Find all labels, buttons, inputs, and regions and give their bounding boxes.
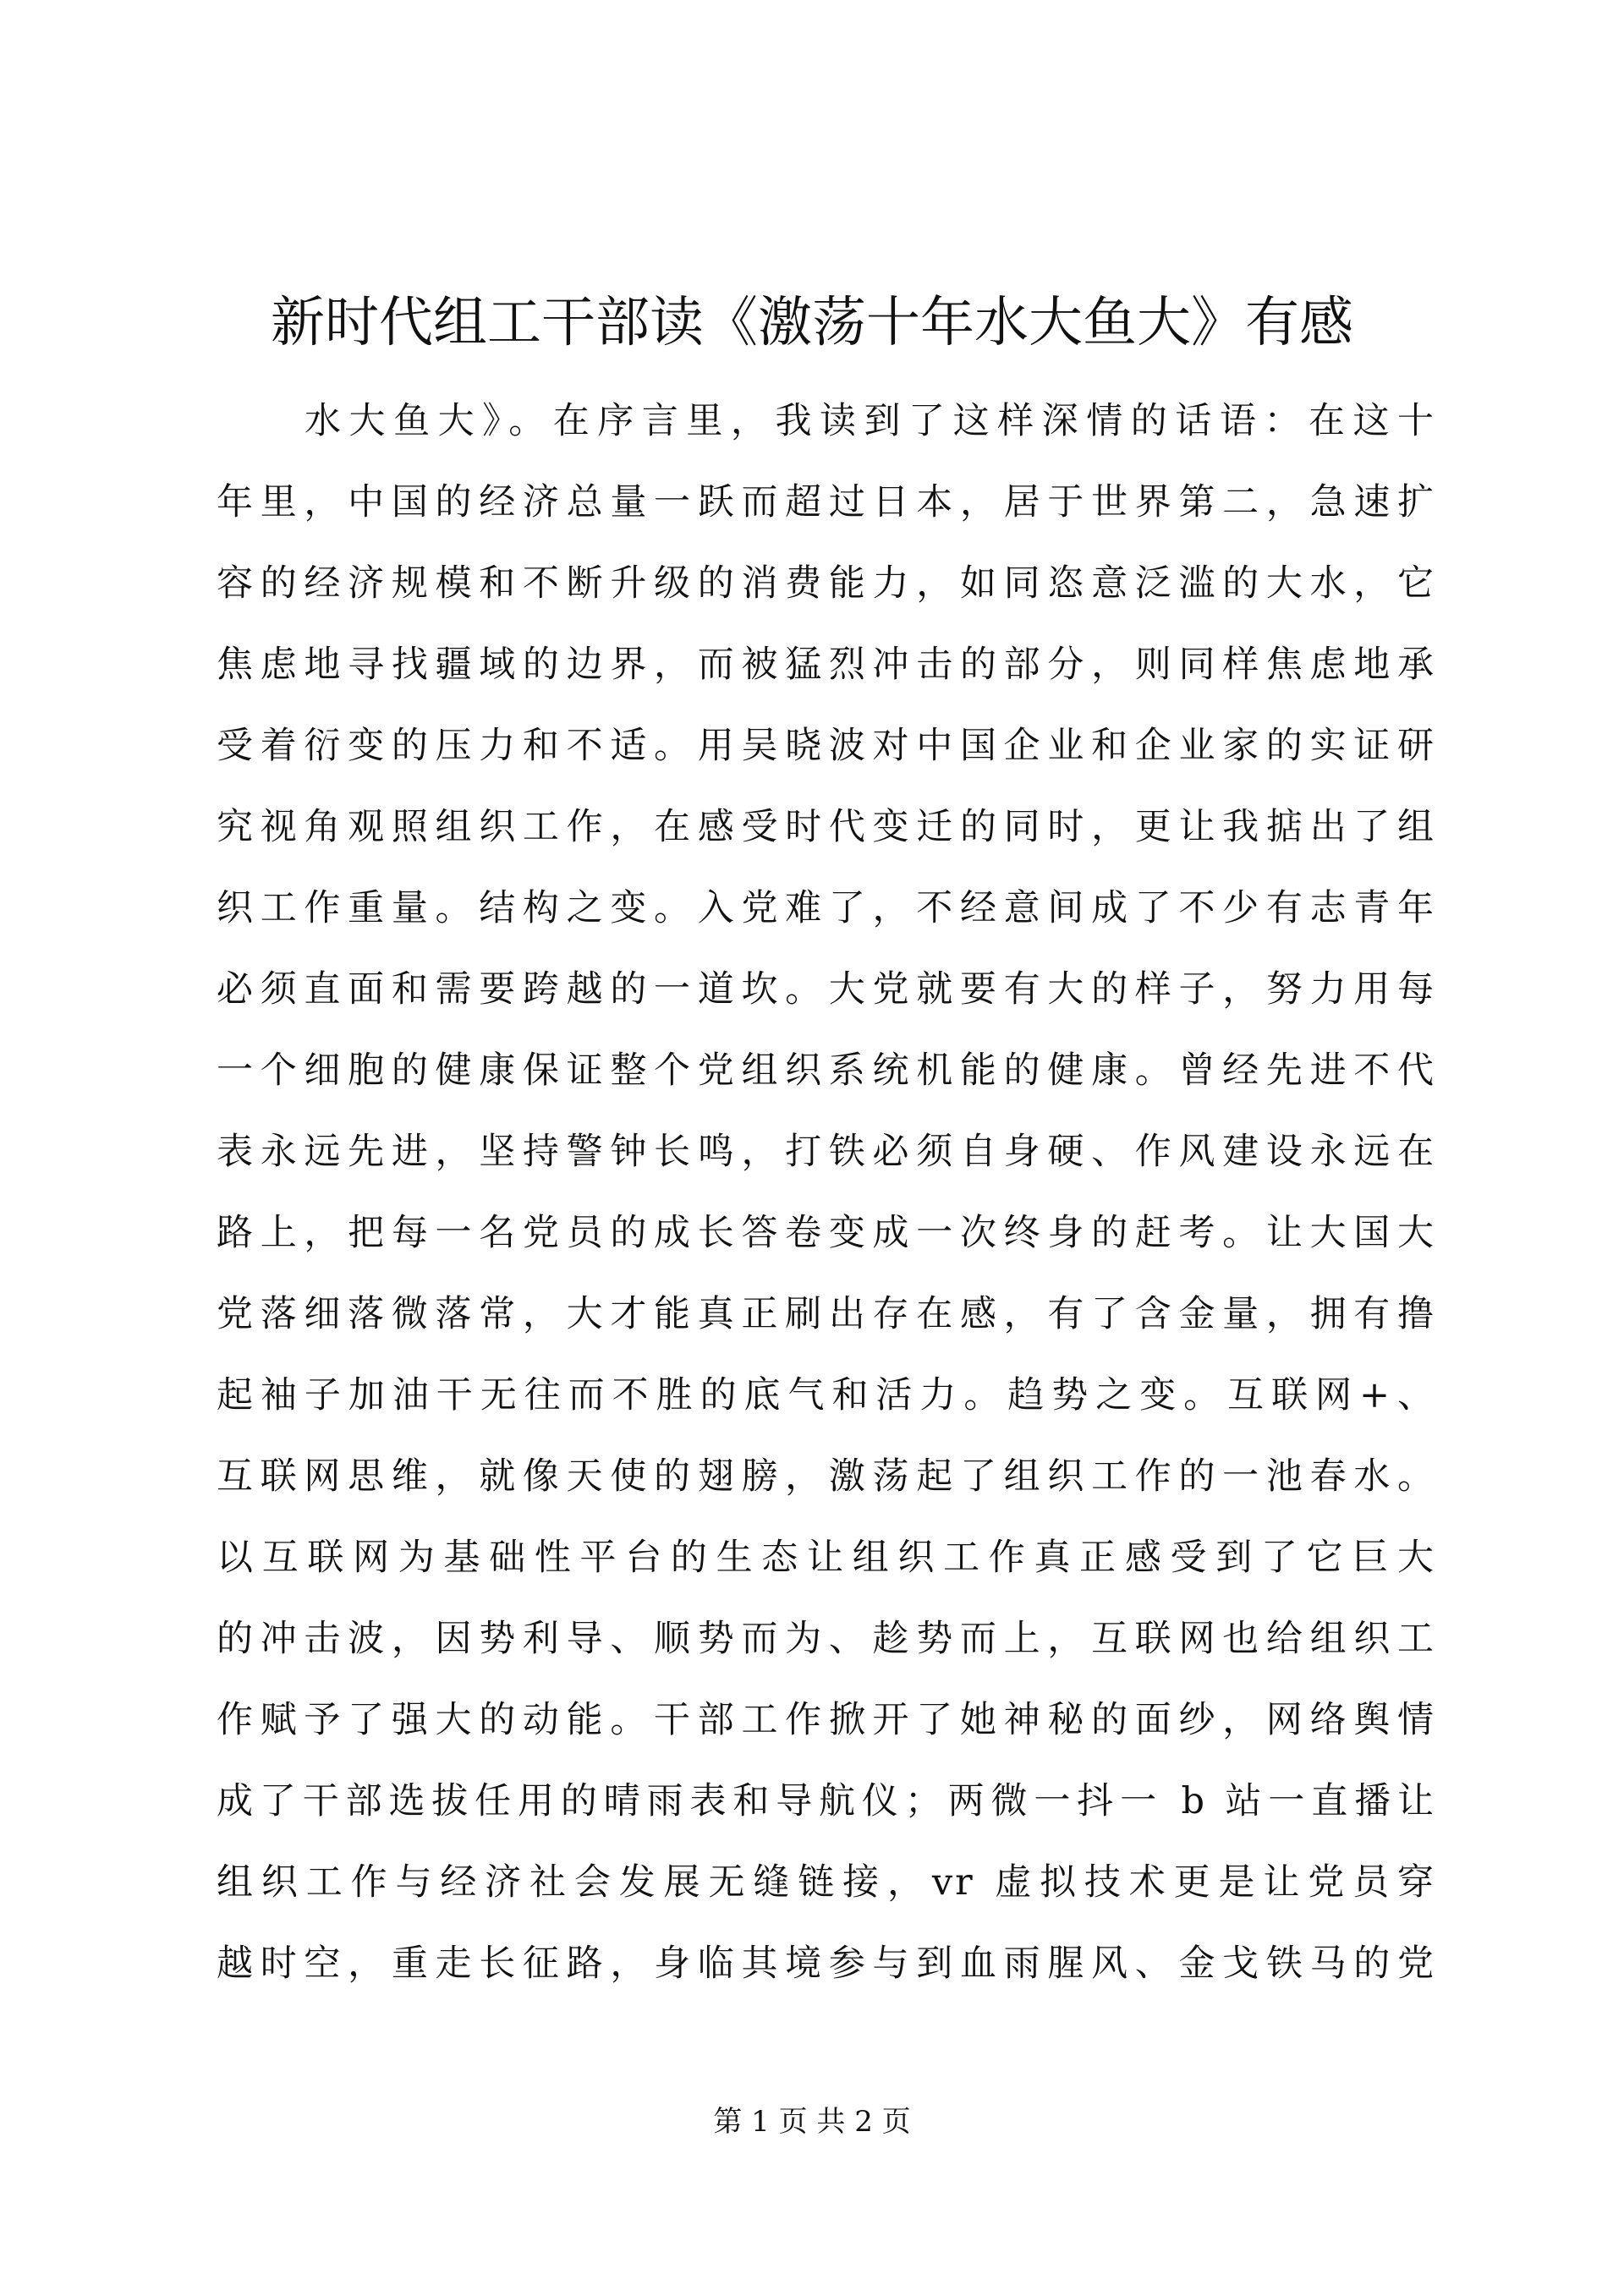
body-line: 必须直面和需要跨越的一道坎。大党就要有大的样子，努力用每 <box>217 968 1436 1011</box>
page-number-footer: 第 1 页 共 2 页 <box>713 2105 911 2139</box>
body-line: 路上，把每一名党员的成长答卷变成一次终身的赶考。让大国大 <box>217 1212 1436 1254</box>
body-line: 水大鱼大》。在序言里，我读到了这样深情的话语：在这十 <box>304 400 1436 442</box>
body-line: 以互联网为基础性平台的生态让组织工作真正感受到了它巨大 <box>217 1537 1436 1579</box>
body-line: 受着衍变的压力和不适。用吴晓波对中国企业和企业家的实证研 <box>217 725 1436 767</box>
body-line: 越时空，重走长征路，身临其境参与到血雨腥风、金戈铁马的党 <box>217 1943 1436 1985</box>
body-line: 年里，中国的经济总量一跃而超过日本，居于世界第二，急速扩 <box>217 481 1436 523</box>
body-line: 组织工作与经济社会发展无缝链接，vr 虚拟技术更是让党员穿 <box>217 1861 1436 1904</box>
body-line: 容的经济规模和不断升级的消费能力，如同恣意泛滥的大水，它 <box>217 562 1436 605</box>
body-line: 作赋予了强大的动能。干部工作掀开了她神秘的面纱，网络舆情 <box>217 1699 1436 1741</box>
body-line: 表永远先进，坚持警钟长鸣，打铁必须自身硬、作风建设永远在 <box>217 1131 1436 1173</box>
body-line: 互联网思维，就像天使的翅膀，激荡起了组织工作的一池春水。 <box>217 1455 1436 1498</box>
body-line: 的冲击波，因势利导、顺势而为、趁势而上，互联网也给组织工 <box>217 1618 1436 1660</box>
document-title: 新时代组工干部读《激荡十年水大鱼大》有感 <box>271 292 1353 354</box>
body-line: 织工作重量。结构之变。入党难了，不经意间成了不少有志青年 <box>217 887 1436 929</box>
body-line: 党落细落微落常，大才能真正刷出存在感，有了含金量，拥有撸 <box>217 1293 1436 1335</box>
body-line: 成了干部选拔任用的晴雨表和导航仪；两微一抖一 b 站一直播让 <box>217 1780 1436 1822</box>
body-line: 一个细胞的健康保证整个党组织系统机能的健康。曾经先进不代 <box>217 1049 1436 1092</box>
body-line: 究视角观照组织工作，在感受时代变迁的同时，更让我掂出了组 <box>217 806 1436 848</box>
body-line: 起袖子加油干无往而不胜的底气和活力。趋势之变。互联网+、 <box>217 1374 1436 1417</box>
body-line: 焦虑地寻找疆域的边界，而被猛烈冲击的部分，则同样焦虑地承 <box>217 644 1436 686</box>
document-body <box>217 381 1436 2004</box>
